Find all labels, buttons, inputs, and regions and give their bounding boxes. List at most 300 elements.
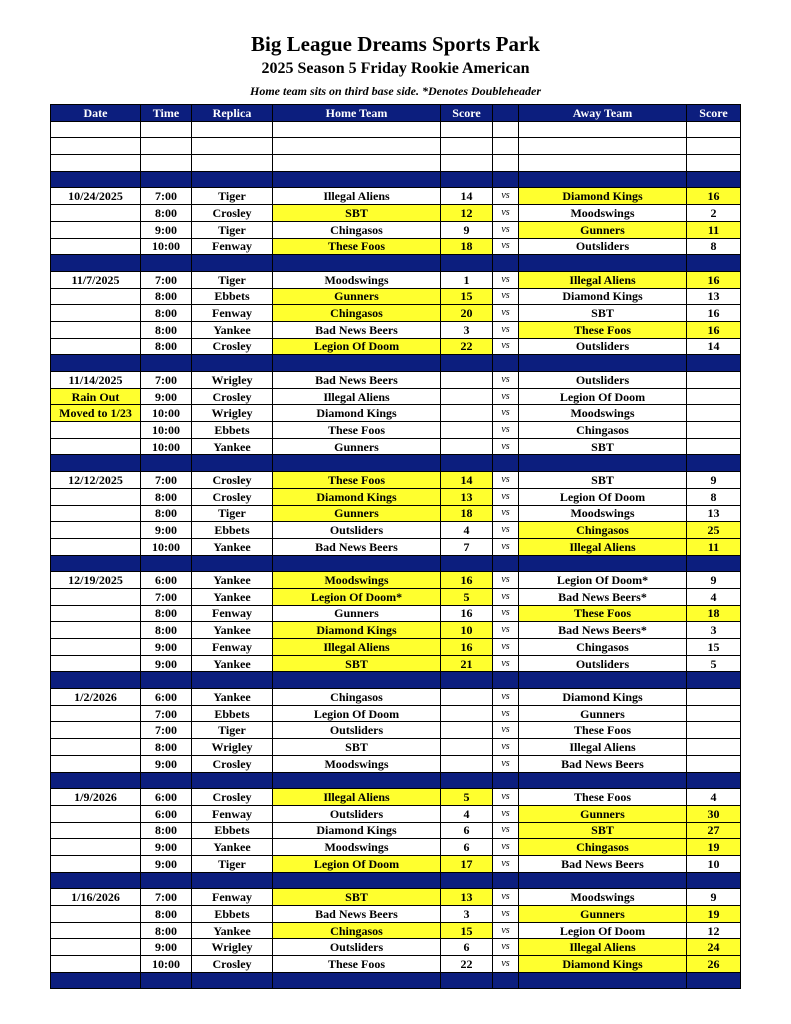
replica-cell: [192, 155, 273, 172]
date-cell: [51, 588, 141, 605]
away-score-cell: [687, 422, 741, 439]
home-team-cell: SBT: [273, 889, 441, 906]
home-team-cell: Chingasos: [273, 689, 441, 706]
away-score-cell: 27: [687, 822, 741, 839]
separator-cell: [141, 255, 192, 272]
away-team-cell: Legion Of Doom*: [519, 572, 687, 589]
separator-cell: [493, 872, 519, 889]
vs-cell: vs: [493, 438, 519, 455]
replica-cell: Fenway: [192, 639, 273, 656]
separator-cell: [51, 872, 141, 889]
home-score-cell: 6: [441, 822, 493, 839]
separator-cell: [141, 455, 192, 472]
separator-cell: [273, 772, 441, 789]
home-score-cell: [441, 739, 493, 756]
game-row: [51, 605, 741, 622]
time-cell: 9:00: [141, 388, 192, 405]
time-cell: 8:00: [141, 739, 192, 756]
home-team-cell: Bad News Beers: [273, 538, 441, 555]
vs-cell: [493, 138, 519, 155]
date-cell: Moved to 1/23: [51, 405, 141, 422]
game-row: [51, 889, 741, 906]
separator-cell: [687, 171, 741, 188]
week-separator-row: [51, 171, 741, 188]
replica-cell: Yankee: [192, 622, 273, 639]
time-cell: 7:00: [141, 372, 192, 389]
vs-cell: vs: [493, 739, 519, 756]
home-score-cell: [441, 689, 493, 706]
home-score-cell: 22: [441, 338, 493, 355]
away-score-cell: [687, 705, 741, 722]
column-header-away-score: Score: [687, 105, 741, 122]
vs-cell: vs: [493, 906, 519, 923]
separator-cell: [493, 171, 519, 188]
vs-cell: vs: [493, 221, 519, 238]
away-score-cell: 15: [687, 639, 741, 656]
home-team-cell: Illegal Aliens: [273, 789, 441, 806]
date-cell: [51, 522, 141, 539]
vs-cell: vs: [493, 705, 519, 722]
date-cell: [51, 338, 141, 355]
date-cell: [51, 755, 141, 772]
column-header-replica: Replica: [192, 105, 273, 122]
replica-cell: Ebbets: [192, 522, 273, 539]
home-team-cell: Illegal Aliens: [273, 388, 441, 405]
away-score-cell: 9: [687, 472, 741, 489]
replica-cell: Tiger: [192, 505, 273, 522]
separator-cell: [519, 555, 687, 572]
home-score-cell: 16: [441, 639, 493, 656]
separator-cell: [192, 972, 273, 989]
separator-cell: [141, 972, 192, 989]
away-score-cell: 25: [687, 522, 741, 539]
home-score-cell: [441, 388, 493, 405]
game-row: [51, 939, 741, 956]
game-row: [51, 188, 741, 205]
column-header-date: Date: [51, 105, 141, 122]
time-cell: 8:00: [141, 906, 192, 923]
home-team-cell: These Foos: [273, 956, 441, 973]
time-cell: 8:00: [141, 321, 192, 338]
date-cell: [51, 205, 141, 222]
game-row: [51, 655, 741, 672]
home-score-cell: 14: [441, 188, 493, 205]
separator-cell: [273, 555, 441, 572]
game-row: [51, 405, 741, 422]
home-team-cell: Gunners: [273, 288, 441, 305]
away-team-cell: Diamond Kings: [519, 689, 687, 706]
away-team-cell: Moodswings: [519, 505, 687, 522]
blank-row: [51, 138, 741, 155]
game-row: [51, 839, 741, 856]
separator-cell: [493, 455, 519, 472]
column-header-home-team: Home Team: [273, 105, 441, 122]
game-row: [51, 305, 741, 322]
week-separator-row: [51, 555, 741, 572]
time-cell: 9:00: [141, 839, 192, 856]
home-score-cell: [441, 705, 493, 722]
home-team-cell: These Foos: [273, 472, 441, 489]
away-score-cell: 2: [687, 205, 741, 222]
vs-cell: vs: [493, 605, 519, 622]
date-cell: [51, 438, 141, 455]
date-cell: [51, 739, 141, 756]
game-row: [51, 922, 741, 939]
time-cell: 10:00: [141, 238, 192, 255]
home-team-cell: Outsliders: [273, 939, 441, 956]
away-team-cell: Chingasos: [519, 639, 687, 656]
home-team-cell: Diamond Kings: [273, 405, 441, 422]
away-team-cell: These Foos: [519, 722, 687, 739]
separator-cell: [519, 171, 687, 188]
date-cell: [51, 221, 141, 238]
separator-cell: [273, 672, 441, 689]
replica-cell: [192, 121, 273, 138]
away-team-cell: SBT: [519, 472, 687, 489]
time-cell: 10:00: [141, 538, 192, 555]
replica-cell: Wrigley: [192, 739, 273, 756]
replica-cell: Yankee: [192, 438, 273, 455]
away-team-cell: SBT: [519, 305, 687, 322]
time-cell: 8:00: [141, 305, 192, 322]
separator-cell: [192, 555, 273, 572]
vs-cell: [493, 121, 519, 138]
home-team-cell: Moodswings: [273, 572, 441, 589]
away-team-cell: Legion Of Doom: [519, 922, 687, 939]
away-score-cell: 16: [687, 305, 741, 322]
date-cell: [51, 505, 141, 522]
vs-cell: vs: [493, 588, 519, 605]
away-score-cell: 24: [687, 939, 741, 956]
time-cell: [141, 138, 192, 155]
separator-cell: [192, 171, 273, 188]
separator-cell: [493, 555, 519, 572]
time-cell: 9:00: [141, 755, 192, 772]
home-score-cell: 3: [441, 906, 493, 923]
vs-cell: vs: [493, 422, 519, 439]
date-cell: [51, 422, 141, 439]
separator-cell: [687, 455, 741, 472]
away-score-cell: 26: [687, 956, 741, 973]
replica-cell: Yankee: [192, 922, 273, 939]
vs-cell: vs: [493, 188, 519, 205]
date-cell: 10/24/2025: [51, 188, 141, 205]
home-score-cell: 4: [441, 805, 493, 822]
home-team-cell: Bad News Beers: [273, 906, 441, 923]
away-team-cell: SBT: [519, 438, 687, 455]
away-score-cell: 16: [687, 321, 741, 338]
date-cell: [51, 622, 141, 639]
date-cell: [51, 705, 141, 722]
home-team-cell: Chingasos: [273, 305, 441, 322]
separator-cell: [141, 772, 192, 789]
date-cell: [51, 605, 141, 622]
game-row: [51, 739, 741, 756]
away-team-cell: [519, 138, 687, 155]
away-score-cell: 4: [687, 588, 741, 605]
vs-cell: vs: [493, 321, 519, 338]
vs-cell: vs: [493, 271, 519, 288]
replica-cell: Crosley: [192, 388, 273, 405]
replica-cell: Tiger: [192, 221, 273, 238]
schedule-body: [51, 121, 741, 989]
date-cell: 1/2/2026: [51, 689, 141, 706]
separator-cell: [441, 355, 493, 372]
away-team-cell: These Foos: [519, 321, 687, 338]
time-cell: 8:00: [141, 505, 192, 522]
week-separator-row: [51, 772, 741, 789]
separator-cell: [687, 872, 741, 889]
home-team-cell: Legion Of Doom: [273, 855, 441, 872]
separator-cell: [687, 672, 741, 689]
game-row: [51, 372, 741, 389]
separator-cell: [687, 772, 741, 789]
separator-cell: [441, 255, 493, 272]
replica-cell: Tiger: [192, 271, 273, 288]
separator-cell: [141, 672, 192, 689]
separator-cell: [441, 171, 493, 188]
replica-cell: Fenway: [192, 238, 273, 255]
date-cell: [51, 956, 141, 973]
home-team-cell: Outsliders: [273, 722, 441, 739]
document-note: Home team sits on third base side. *Denotes Doubleheader: [250, 84, 541, 98]
separator-cell: [687, 555, 741, 572]
date-cell: [51, 822, 141, 839]
replica-cell: Tiger: [192, 722, 273, 739]
replica-cell: Ebbets: [192, 705, 273, 722]
vs-cell: vs: [493, 805, 519, 822]
separator-cell: [493, 972, 519, 989]
game-row: [51, 422, 741, 439]
home-score-cell: 14: [441, 472, 493, 489]
vs-cell: vs: [493, 655, 519, 672]
column-header-vs: [493, 105, 519, 122]
date-cell: [51, 138, 141, 155]
game-row: [51, 722, 741, 739]
away-team-cell: [519, 155, 687, 172]
time-cell: 6:00: [141, 689, 192, 706]
home-score-cell: 16: [441, 605, 493, 622]
away-team-cell: Outsliders: [519, 338, 687, 355]
home-score-cell: [441, 155, 493, 172]
replica-cell: Ebbets: [192, 906, 273, 923]
separator-cell: [493, 355, 519, 372]
week-separator-row: [51, 255, 741, 272]
time-cell: 9:00: [141, 221, 192, 238]
replica-cell: Yankee: [192, 839, 273, 856]
home-score-cell: 20: [441, 305, 493, 322]
away-team-cell: [519, 121, 687, 138]
replica-cell: [192, 138, 273, 155]
home-team-cell: Legion Of Doom: [273, 705, 441, 722]
time-cell: 10:00: [141, 422, 192, 439]
home-team-cell: Chingasos: [273, 922, 441, 939]
vs-cell: vs: [493, 488, 519, 505]
time-cell: 7:00: [141, 588, 192, 605]
home-score-cell: 5: [441, 789, 493, 806]
away-score-cell: [687, 689, 741, 706]
home-team-cell: Diamond Kings: [273, 488, 441, 505]
away-score-cell: [687, 755, 741, 772]
replica-cell: Fenway: [192, 305, 273, 322]
away-team-cell: Outsliders: [519, 238, 687, 255]
replica-cell: Crosley: [192, 472, 273, 489]
separator-cell: [51, 672, 141, 689]
date-cell: [51, 639, 141, 656]
home-team-cell: [273, 121, 441, 138]
separator-cell: [192, 255, 273, 272]
separator-cell: [192, 772, 273, 789]
away-team-cell: Illegal Aliens: [519, 538, 687, 555]
away-score-cell: [687, 388, 741, 405]
date-cell: [51, 855, 141, 872]
vs-cell: vs: [493, 238, 519, 255]
home-team-cell: Bad News Beers: [273, 372, 441, 389]
away-team-cell: Bad News Beers: [519, 755, 687, 772]
date-cell: [51, 939, 141, 956]
separator-cell: [273, 872, 441, 889]
away-team-cell: Diamond Kings: [519, 188, 687, 205]
home-score-cell: 13: [441, 889, 493, 906]
home-score-cell: [441, 121, 493, 138]
home-score-cell: [441, 438, 493, 455]
home-team-cell: Diamond Kings: [273, 822, 441, 839]
game-row: [51, 755, 741, 772]
time-cell: 6:00: [141, 572, 192, 589]
vs-cell: vs: [493, 639, 519, 656]
home-score-cell: 9: [441, 221, 493, 238]
home-score-cell: [441, 405, 493, 422]
date-cell: [51, 538, 141, 555]
table-header-row: [51, 105, 741, 122]
game-row: [51, 572, 741, 589]
schedule-table: [50, 104, 741, 989]
replica-cell: Crosley: [192, 205, 273, 222]
game-row: [51, 388, 741, 405]
home-score-cell: 17: [441, 855, 493, 872]
separator-cell: [441, 872, 493, 889]
time-cell: 10:00: [141, 438, 192, 455]
home-team-cell: Outsliders: [273, 805, 441, 822]
away-team-cell: Moodswings: [519, 405, 687, 422]
date-cell: [51, 805, 141, 822]
separator-cell: [192, 355, 273, 372]
away-team-cell: Diamond Kings: [519, 956, 687, 973]
vs-cell: vs: [493, 839, 519, 856]
away-score-cell: [687, 155, 741, 172]
separator-cell: [141, 555, 192, 572]
vs-cell: vs: [493, 789, 519, 806]
game-row: [51, 488, 741, 505]
week-separator-row: [51, 972, 741, 989]
time-cell: 9:00: [141, 655, 192, 672]
time-cell: 8:00: [141, 288, 192, 305]
vs-cell: vs: [493, 889, 519, 906]
date-cell: 12/19/2025: [51, 572, 141, 589]
home-score-cell: [441, 138, 493, 155]
game-row: [51, 321, 741, 338]
game-row: [51, 238, 741, 255]
time-cell: 8:00: [141, 338, 192, 355]
home-team-cell: Bad News Beers: [273, 321, 441, 338]
separator-cell: [273, 455, 441, 472]
home-score-cell: 3: [441, 321, 493, 338]
game-row: [51, 805, 741, 822]
game-row: [51, 822, 741, 839]
date-cell: [51, 305, 141, 322]
replica-cell: Yankee: [192, 588, 273, 605]
home-score-cell: 4: [441, 522, 493, 539]
away-team-cell: Bad News Beers*: [519, 622, 687, 639]
replica-cell: Ebbets: [192, 422, 273, 439]
away-team-cell: Gunners: [519, 705, 687, 722]
away-team-cell: Chingasos: [519, 422, 687, 439]
replica-cell: Yankee: [192, 572, 273, 589]
date-cell: 1/16/2026: [51, 889, 141, 906]
separator-cell: [493, 772, 519, 789]
away-score-cell: 10: [687, 855, 741, 872]
time-cell: 9:00: [141, 522, 192, 539]
home-team-cell: Diamond Kings: [273, 622, 441, 639]
away-score-cell: 3: [687, 622, 741, 639]
away-score-cell: 12: [687, 922, 741, 939]
separator-cell: [441, 972, 493, 989]
away-team-cell: Bad News Beers: [519, 855, 687, 872]
vs-cell: vs: [493, 305, 519, 322]
vs-cell: vs: [493, 755, 519, 772]
away-team-cell: Gunners: [519, 906, 687, 923]
separator-cell: [493, 672, 519, 689]
home-team-cell: Legion Of Doom*: [273, 588, 441, 605]
game-row: [51, 689, 741, 706]
time-cell: 8:00: [141, 822, 192, 839]
home-score-cell: 22: [441, 956, 493, 973]
time-cell: 8:00: [141, 922, 192, 939]
column-header-time: Time: [141, 105, 192, 122]
away-score-cell: [687, 739, 741, 756]
away-score-cell: 13: [687, 288, 741, 305]
time-cell: 8:00: [141, 605, 192, 622]
vs-cell: vs: [493, 472, 519, 489]
game-row: [51, 622, 741, 639]
home-score-cell: 21: [441, 655, 493, 672]
replica-cell: Crosley: [192, 338, 273, 355]
date-cell: [51, 488, 141, 505]
separator-cell: [51, 972, 141, 989]
time-cell: 7:00: [141, 472, 192, 489]
date-cell: Rain Out: [51, 388, 141, 405]
home-team-cell: [273, 138, 441, 155]
away-team-cell: Moodswings: [519, 205, 687, 222]
away-team-cell: Gunners: [519, 221, 687, 238]
vs-cell: vs: [493, 288, 519, 305]
away-team-cell: Bad News Beers*: [519, 588, 687, 605]
replica-cell: Ebbets: [192, 288, 273, 305]
game-row: [51, 338, 741, 355]
away-score-cell: 9: [687, 889, 741, 906]
date-cell: [51, 288, 141, 305]
blank-row: [51, 155, 741, 172]
vs-cell: vs: [493, 855, 519, 872]
separator-cell: [493, 255, 519, 272]
away-team-cell: These Foos: [519, 789, 687, 806]
game-row: [51, 906, 741, 923]
home-score-cell: 16: [441, 572, 493, 589]
away-score-cell: [687, 438, 741, 455]
vs-cell: vs: [493, 922, 519, 939]
away-score-cell: 19: [687, 839, 741, 856]
home-score-cell: [441, 722, 493, 739]
